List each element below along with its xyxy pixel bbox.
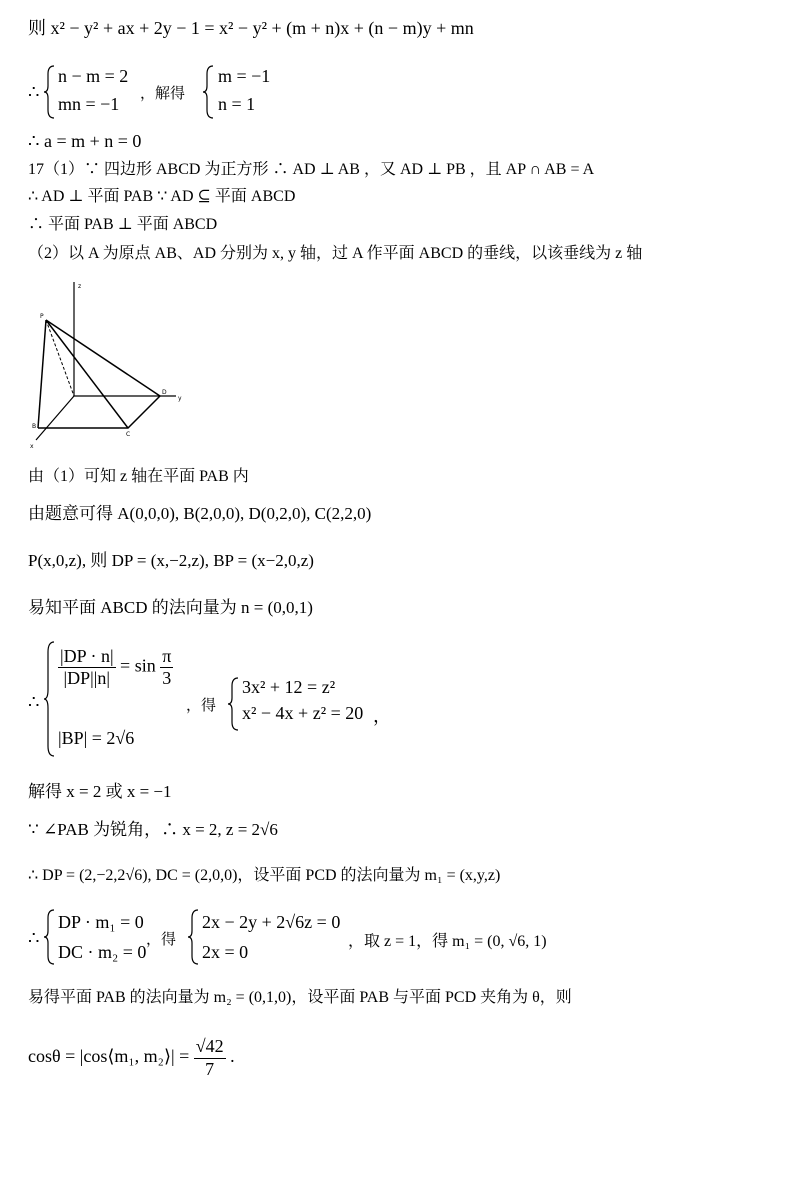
right-brace-icon-2 xyxy=(228,676,240,732)
edge-pa xyxy=(46,320,74,396)
normal-vector-pab: 易得平面 PAB 的法向量为 m₂ = (0,1,0)，设平面 PAB 与平面 PCD 夹角为 θ，则 xyxy=(28,989,572,1006)
pi-denominator: 3 xyxy=(162,668,172,688)
eq-3x2: 3x² + 12 = z² xyxy=(242,677,336,697)
base-edges xyxy=(38,396,160,428)
label-b: B xyxy=(32,423,37,430)
label-y: y xyxy=(178,395,182,402)
edge-pc xyxy=(46,320,128,428)
left-brace-icon xyxy=(44,64,56,120)
left-brace-icon-3 xyxy=(44,908,56,966)
acute-angle: ∵ ∠PAB 为锐角，∴ x = 2, z = 2√6 xyxy=(28,820,278,839)
get-label-3: ，得 xyxy=(146,930,177,948)
eq-dc-m2: DC · m₂ = 0 xyxy=(58,942,147,962)
frac-numerator: |DP · n| xyxy=(60,646,114,666)
x-axis xyxy=(36,396,74,440)
a-result: ∴ a = m + n = 0 xyxy=(28,131,142,151)
cos-denominator: 7 xyxy=(205,1058,215,1079)
sin-label: = sin xyxy=(120,655,156,676)
eq-m: m = −1 xyxy=(218,66,271,86)
right-brace-icon-3 xyxy=(188,908,200,966)
cos-numerator: √42 xyxy=(194,1036,226,1059)
equation-expansion: 则 x² − y² + ax + 2y − 1 = x² − y² + (m + n)x + (n − m)y + mn xyxy=(28,18,474,38)
eq-n-minus-m: n − m = 2 xyxy=(58,66,129,86)
left-brace-icon-2 xyxy=(44,640,56,758)
solve-label: ，解得 xyxy=(140,84,186,102)
comma: ， xyxy=(373,706,391,726)
normal-vector-abcd: 易知平面 ABCD 的法向量为 n = (0,0,1) xyxy=(28,598,313,617)
label-c: C xyxy=(126,431,131,438)
vectors-dp-dc: ∴ DP = (2,−2,2√6), DC = (2,0,0)，设平面 PCD 的法向量为 m₁ = (x,y,z) xyxy=(28,867,501,884)
cos-lhs: cosθ = |cos⟨m₁, m₂⟩| = xyxy=(28,1046,190,1067)
solve-x: 解得 x = 2 或 x = −1 xyxy=(28,782,172,801)
edge-pd xyxy=(46,320,160,396)
eq-dp-m1: DP · m₁ = 0 xyxy=(58,912,144,932)
therefore-symbol-3: ∴ xyxy=(28,928,40,948)
period: . xyxy=(230,1046,235,1067)
system-normal xyxy=(28,908,588,970)
pyramid-figure xyxy=(28,278,188,453)
pi-numerator: π xyxy=(162,646,172,666)
right-brace-icon xyxy=(203,64,215,120)
eq-x2: x² − 4x + z² = 20 xyxy=(242,703,364,723)
part1-line1: 17（1）∵ 四边形 ABCD 为正方形 ∴ AD ⊥ AB ，又 AD ⊥ PB ，且 AP ∩ AB = A xyxy=(28,161,595,178)
label-d: D xyxy=(162,389,167,396)
therefore-symbol: ∴ xyxy=(28,82,40,102)
part2-intro: （2）以 A 为原点 AB、AD 分别为 x, y 轴，过 A 作平面 ABCD 的垂线，以该垂线为 z 轴 xyxy=(28,245,643,262)
get-label: ，得 xyxy=(186,696,217,714)
edge-pb xyxy=(38,320,46,428)
frac-denominator: |DP||n| xyxy=(63,668,110,688)
m1-result: ，取 z = 1，得 m₁ = (0, √6, 1) xyxy=(348,933,547,950)
eq-n: n = 1 xyxy=(218,94,256,114)
coordinates: 由题意可得 A(0,0,0), B(2,0,0), D(0,2,0), C(2,2,0) xyxy=(28,504,372,523)
part1-line2: ∴ AD ⊥ 平面 PAB ∵ AD ⊆ 平面 ABCD xyxy=(28,188,296,205)
part1-line3: ∴ 平面 PAB ⊥ 平面 ABCD xyxy=(28,216,218,233)
system-mn xyxy=(28,64,428,124)
eq-mn: mn = −1 xyxy=(58,94,120,114)
z-axis-note: 由（1）可知 z 轴在平面 PAB 内 xyxy=(28,468,249,485)
bp-length: |BP| = 2√6 xyxy=(58,728,135,748)
therefore-symbol-2: ∴ xyxy=(28,692,40,712)
label-p: P xyxy=(40,313,44,320)
cos-theta xyxy=(28,1036,235,1080)
label-x: x xyxy=(30,443,34,450)
eq-2x-2y: 2x − 2y + 2√6z = 0 xyxy=(202,912,341,932)
label-z: z xyxy=(78,283,82,290)
eq-2x: 2x = 0 xyxy=(202,942,249,962)
point-p-vectors: P(x,0,z), 则 DP = (x,−2,z), BP = (x−2,0,z) xyxy=(28,551,314,570)
system-angle xyxy=(28,640,448,760)
angle-equation xyxy=(58,646,173,689)
